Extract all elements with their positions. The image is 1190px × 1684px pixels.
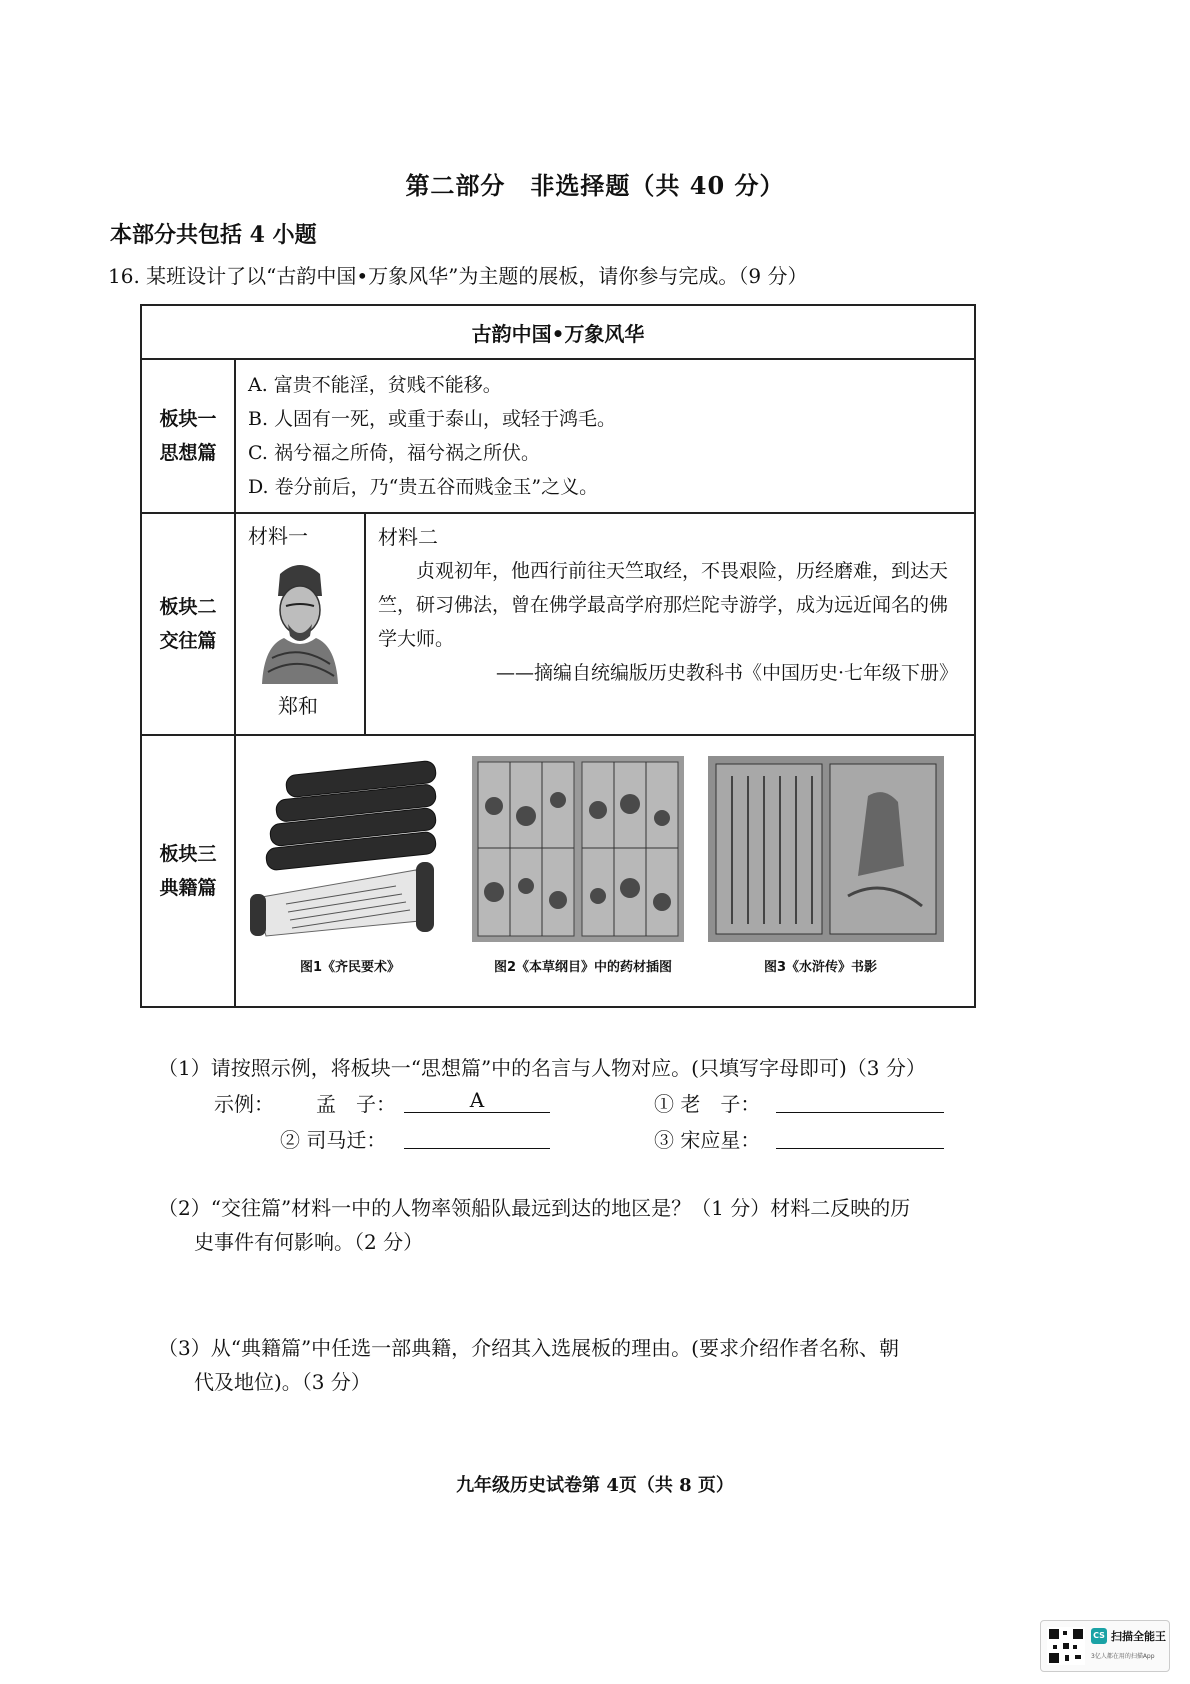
example-label: 示例：: [214, 1092, 274, 1116]
subquestion-2-line2: 史事件有何影响。（2 分）: [194, 1230, 424, 1254]
quote-d: D. 卷分前后，乃“贵五谷而贱金玉”之义。: [248, 476, 599, 498]
block1-label-line1: 板块一: [159, 408, 217, 430]
block3-content: [235, 735, 975, 1007]
part-intro: 本部分共包括 4 小题: [110, 222, 317, 248]
subquestion-1-text: （1）请按照示例，将板块一“思想篇”中的名言与人物对应。(只填写字母即可)（3 分）: [158, 1056, 926, 1080]
laozi-answer-blank[interactable]: [776, 1088, 944, 1113]
page-footer: 九年级历史试卷第 4页（共 8 页）: [456, 1475, 734, 1496]
block3-label-line1: 板块三: [159, 843, 217, 865]
section-title: 第二部分 非选择题（共 40 分）: [405, 171, 785, 200]
mencius-label: 孟 子：: [316, 1092, 396, 1116]
material2-cell: [366, 514, 974, 734]
figure3-caption: 图3《水浒传》书影: [764, 960, 878, 975]
subquestion-3-line2: 代及地位)。（3 分）: [194, 1370, 371, 1394]
subquestion-2-line1: （2）“交往篇”材料一中的人物率领船队最远到达的地区是？（1 分）材料二反映的历: [158, 1196, 911, 1220]
sima-qian-label: ② 司马迁：: [280, 1128, 387, 1152]
mencius-answer-blank[interactable]: A: [404, 1088, 550, 1113]
zheng-he-portrait: [254, 554, 346, 684]
quote-c: C. 祸兮福之所倚，福兮祸之所伏。: [248, 442, 540, 464]
song-yingxing-label: ③ 宋应星：: [654, 1128, 761, 1152]
exhibition-board-table: [140, 304, 976, 1008]
sima-qian-answer-blank[interactable]: [404, 1124, 550, 1149]
scanner-app-name: 扫描全能王: [1111, 1630, 1166, 1643]
material2-source: ——摘编自统编版历史教科书《中国历史·七年级下册》: [495, 662, 958, 684]
board-title: 古韵中国•万象风华: [141, 305, 975, 359]
qr-code-icon: [1047, 1627, 1085, 1665]
material2-body: 贞观初年，他西行前往天竺取经，不畏艰险，历经磨难，到达天竺，研习佛法，曾在佛学最高学府那烂陀寺游学，成为远近闻名的佛学大师。: [378, 560, 949, 650]
quote-list: [236, 360, 974, 512]
qimin-yaoshu-scrolls-image: [246, 758, 446, 938]
bencao-gangmu-illustration-image: [472, 756, 684, 942]
laozi-label: ① 老 子：: [654, 1092, 761, 1116]
material1-title: 材料一: [248, 524, 308, 548]
material2-title: 材料二: [378, 525, 438, 549]
block2-label: [141, 513, 235, 735]
block1-label: [141, 359, 235, 513]
block1-content: [235, 359, 975, 513]
material1-caption: 郑和: [278, 694, 318, 718]
song-yingxing-answer-blank[interactable]: [776, 1124, 944, 1149]
scanner-tagline: 3亿人都在用的扫描App: [1091, 1653, 1155, 1660]
shuihu-zhuan-book-image: [708, 756, 944, 942]
quote-a: A. 富贵不能淫，贫贱不能移。: [248, 374, 502, 396]
block2-content: [235, 513, 975, 735]
block3-label: [141, 735, 235, 1007]
block1-label-line2: 思想篇: [159, 442, 217, 464]
figure2-caption: 图2《本草纲目》中的药材插图: [494, 960, 673, 975]
figure1-caption: 图1《齐民要术》: [300, 960, 401, 975]
question-16-stem: 16. 某班设计了以“古韵中国•万象风华”为主题的展板，请你参与完成。（9 分）: [108, 264, 808, 288]
block3-label-line2: 典籍篇: [159, 877, 217, 899]
scanner-logo-icon: CS: [1091, 1628, 1107, 1644]
subquestion-3-line1: （3）从“典籍篇”中任选一部典籍，介绍其入选展板的理由。(要求介绍作者名称、朝: [158, 1336, 899, 1360]
scanner-watermark: [1040, 1620, 1170, 1672]
material1-cell: [236, 514, 366, 734]
block2-label-line1: 板块二: [159, 596, 217, 618]
quote-b: B. 人固有一死，或重于泰山，或轻于鸿毛。: [248, 408, 617, 430]
block2-label-line2: 交往篇: [159, 630, 217, 652]
